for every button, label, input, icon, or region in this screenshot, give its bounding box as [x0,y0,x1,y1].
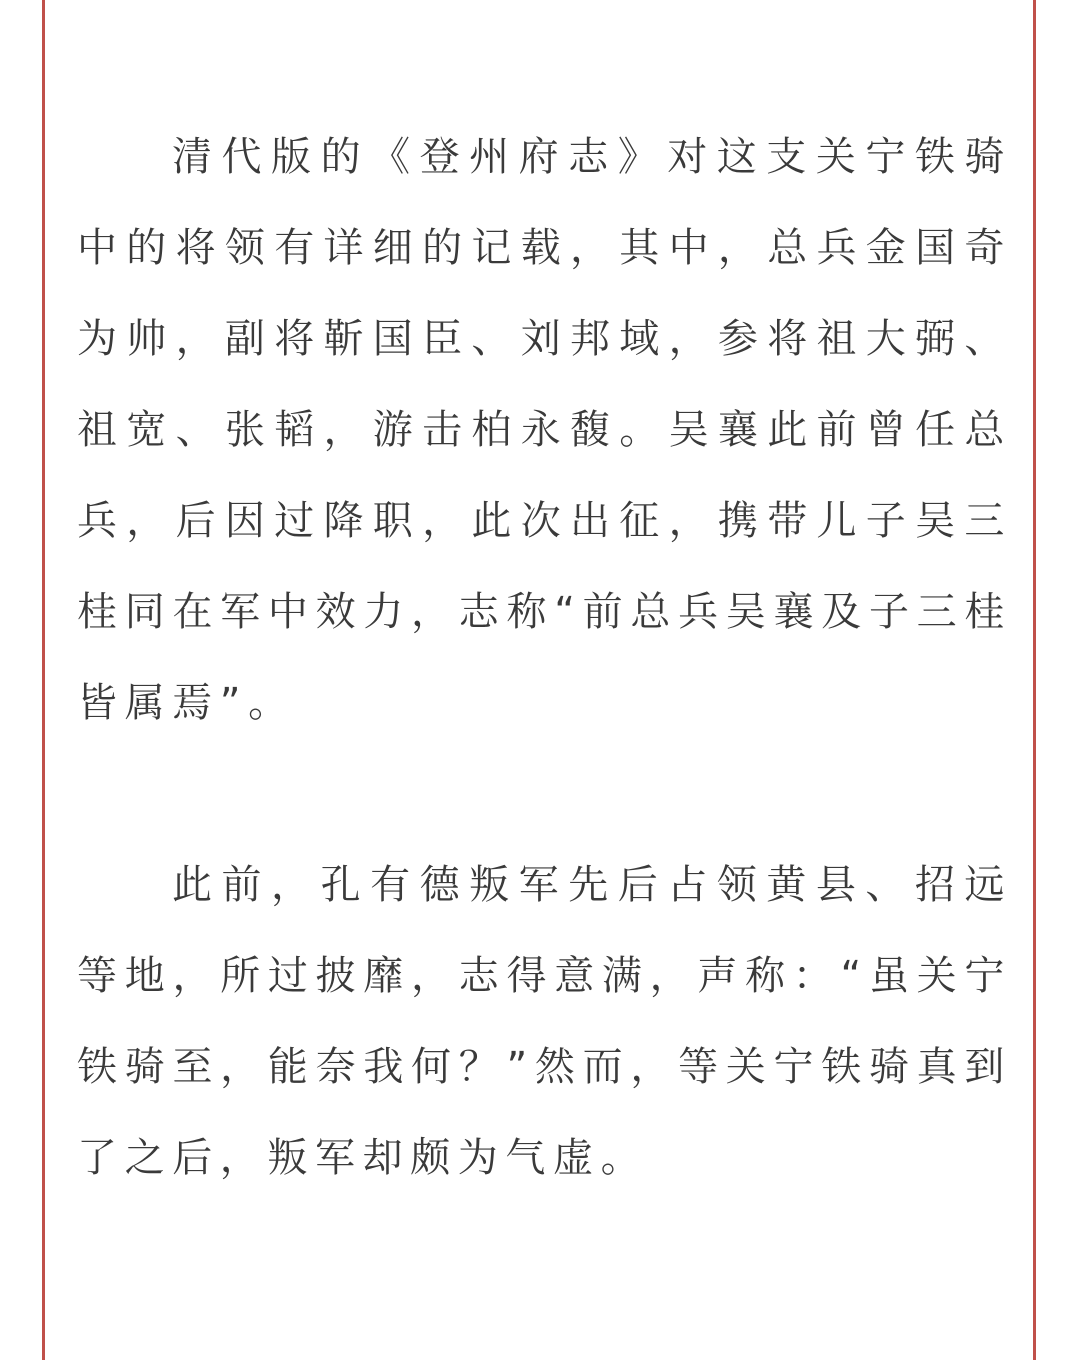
right-border-line [1033,0,1036,1360]
paragraph-2: 此前，孔有德叛军先后占领黄县、招远等地，所过披靡，志得意满，声称：“虽关宁铁骑至，能奈我何？”然而，等关宁铁骑真到了之后，叛军却颇为气虚。 [77,862,1012,1181]
left-border-line [42,0,45,1360]
paragraph-1: 清代版的《登州府志》对这支关宁铁骑中的将领有详细的记载，其中，总兵金国奇为帅，副将靳国臣、刘邦域，参将祖大弼、祖宽、张韬，游击柏永馥。吴襄此前曾任总兵，后因过降职，此次出征，携带儿子吴三桂同在军中效力，志称“前总兵吴襄及子三桂皆属焉”。 [77,134,1012,726]
article-body [77,112,1012,1204]
